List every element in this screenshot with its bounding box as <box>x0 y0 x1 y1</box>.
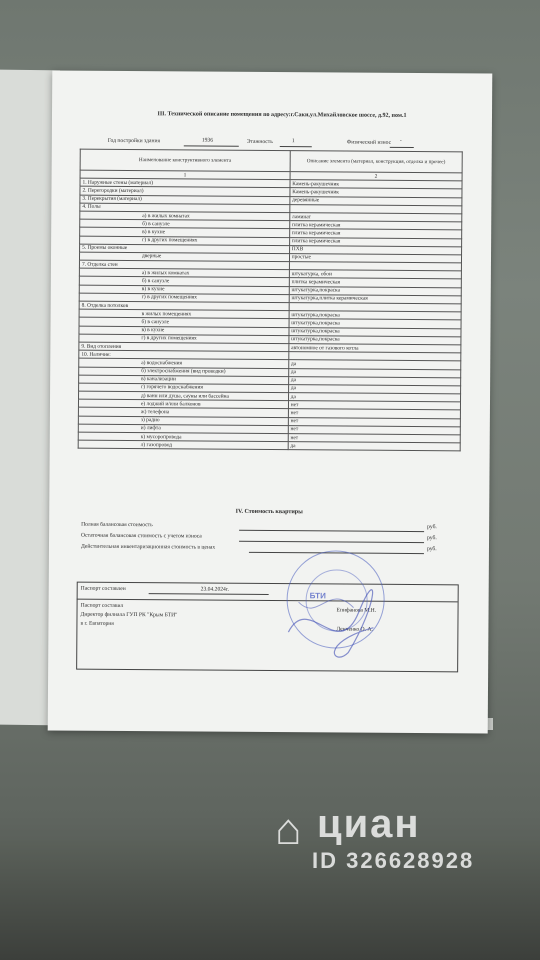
element-name: б) в санузле <box>79 277 289 287</box>
element-description: штукатурка,покраска <box>289 286 461 295</box>
element-name: а) в жилых комнатах <box>79 268 289 278</box>
element-name: 10. Наличие: <box>79 350 289 360</box>
wear-value: - <box>399 137 402 144</box>
element-description: да <box>288 360 460 369</box>
wear-underline <box>390 147 414 148</box>
element-name: д) ванн или душа, сауны или бассейна <box>79 391 289 401</box>
element-description: штукатурка,покраска <box>289 319 461 328</box>
element-description: Камень-ракушечник <box>290 180 462 189</box>
element-name: 7. Отделка стен <box>79 260 289 270</box>
passport-date: 23.04.2024г. <box>200 586 229 593</box>
element-description: нет <box>288 434 460 443</box>
element-description: деревянные <box>290 196 462 205</box>
element-description: штукатурка,плитка керамическая <box>289 294 461 303</box>
element-description: плитка керамическая <box>289 278 461 287</box>
cian-logo-icon: ⌂ <box>275 805 302 854</box>
floors-label: Этажность <box>246 138 273 146</box>
element-description: штукатурка,покраска <box>289 327 461 336</box>
passport-label: Паспорт составлен <box>80 585 126 592</box>
element-name: г) в других помещениях <box>80 236 290 246</box>
year-label: Год постройки здания <box>107 137 161 145</box>
document-page <box>48 70 493 733</box>
element-name: л) газопровод <box>78 440 288 450</box>
floors-value: 1 <box>291 138 295 145</box>
col1-header: Наименование конструктивного элемента <box>80 149 290 171</box>
element-description: да <box>288 376 460 385</box>
cost-label-full: Полная балансовая стоимость <box>81 521 153 529</box>
element-name: 5. Проемы оконные <box>80 244 290 254</box>
cian-brand-text: циан <box>317 802 421 846</box>
element-name: к) мусоропровода <box>78 432 288 442</box>
city-label: в г. Евпатория <box>80 620 114 627</box>
col2-header: Описание элемента (материал, конструкция, отделка и прочее) <box>290 151 462 173</box>
element-description: плитка керамическая <box>289 221 461 230</box>
element-name: а) в жилых комнатах <box>80 211 290 221</box>
year-underline <box>184 145 239 146</box>
element-name: в) канализации <box>79 375 289 385</box>
director-label: Директор филиала ГУП РК "Крым БТИ" <box>80 611 178 619</box>
element-name: в жилых помещениях <box>79 309 289 319</box>
element-name: а) водоснабжения <box>79 358 289 368</box>
cost-label-residual: Остаточная балансовая стоимость с учетом износа <box>81 532 202 540</box>
element-name: 1. Наружные стены (материал) <box>80 178 290 188</box>
element-description: нет <box>288 401 460 410</box>
cost-unit-residual: руб. <box>427 535 437 542</box>
cost-section-title: IV. Стоимость квартиры <box>235 508 303 516</box>
element-description: нет <box>288 409 460 418</box>
element-name: б) в санузле <box>79 318 289 328</box>
element-name: 2. Перегородки (материал) <box>80 187 290 197</box>
cost-line-full <box>239 530 424 532</box>
element-description: штукатурка,покраска <box>289 311 461 320</box>
signer-1: Епифанова М.Н. <box>336 607 377 614</box>
element-description: нет <box>288 417 460 426</box>
element-name: б) электроснабжения (вид проводки) <box>79 367 289 377</box>
cost-label-inventory: Действительная инвентаризационная стоимость в ценах <box>80 543 216 551</box>
element-name: 8. Отделка потолков <box>79 301 289 311</box>
cost-line-residual <box>239 541 424 543</box>
element-description: штукатурка, обои <box>289 270 461 279</box>
element-description: плитка керамическая <box>289 229 461 238</box>
table-row <box>78 440 460 451</box>
element-description: да <box>288 385 460 394</box>
element-name: г) в других помещениях <box>79 334 289 344</box>
wear-label: Физический износ <box>346 139 392 146</box>
technical-description-table <box>78 149 463 452</box>
element-name: в) в кухне <box>79 285 289 295</box>
element-name: 9. Вид отопления <box>79 342 289 352</box>
listing-id: ID 326628928 <box>312 848 475 873</box>
year-value: 1936 <box>201 137 214 144</box>
element-description: плитка керамическая <box>289 237 461 246</box>
passport-block <box>76 582 459 673</box>
element-name: в) в кухне <box>80 227 290 237</box>
col2-number: 2 <box>290 172 462 181</box>
element-name: и) лифта <box>78 424 288 434</box>
element-name: з) радио <box>78 416 288 426</box>
signer-2: Ленченко О. А. <box>336 626 373 633</box>
cost-unit-full: руб. <box>427 524 437 531</box>
signature-scribble <box>278 572 389 673</box>
element-name: б) в санузле <box>80 219 290 229</box>
element-description: простые <box>289 254 461 263</box>
element-description: Камень-ракушечник <box>290 188 462 197</box>
element-description: нет <box>288 425 460 434</box>
element-name: ж) телефона <box>78 408 288 418</box>
element-name: г) горячего водоснабжения <box>79 383 289 393</box>
element-name: е) лоджий и/или балконов <box>78 399 288 409</box>
element-description: автономное от газового котла <box>289 344 461 353</box>
element-description: ПХВ <box>289 245 461 254</box>
element-name: дверные <box>79 252 289 262</box>
document-title: III. Технической описание помещения по адресу:г.Саки,ул.Михайловское шоссе, д.92, пом.1 <box>157 111 407 119</box>
element-name: г) в других помещениях <box>79 293 289 303</box>
cost-unit-inventory: руб. <box>426 546 437 553</box>
element-name: 4. Полы <box>80 203 290 213</box>
element-description: да <box>288 368 460 377</box>
stamp-text: БТИ <box>309 591 326 601</box>
element-description: штукатурка,покраска <box>289 335 461 344</box>
element-name: в) в кухне <box>79 326 289 336</box>
element-description: ламинат <box>290 213 462 222</box>
element-description: да <box>288 393 460 402</box>
passport-author-label: Паспорт составил <box>80 602 124 609</box>
col1-number: 1 <box>80 170 290 180</box>
element-description: да <box>288 442 460 451</box>
element-name: 3. Перекрытия (материал) <box>80 195 290 205</box>
floors-underline <box>280 146 312 147</box>
